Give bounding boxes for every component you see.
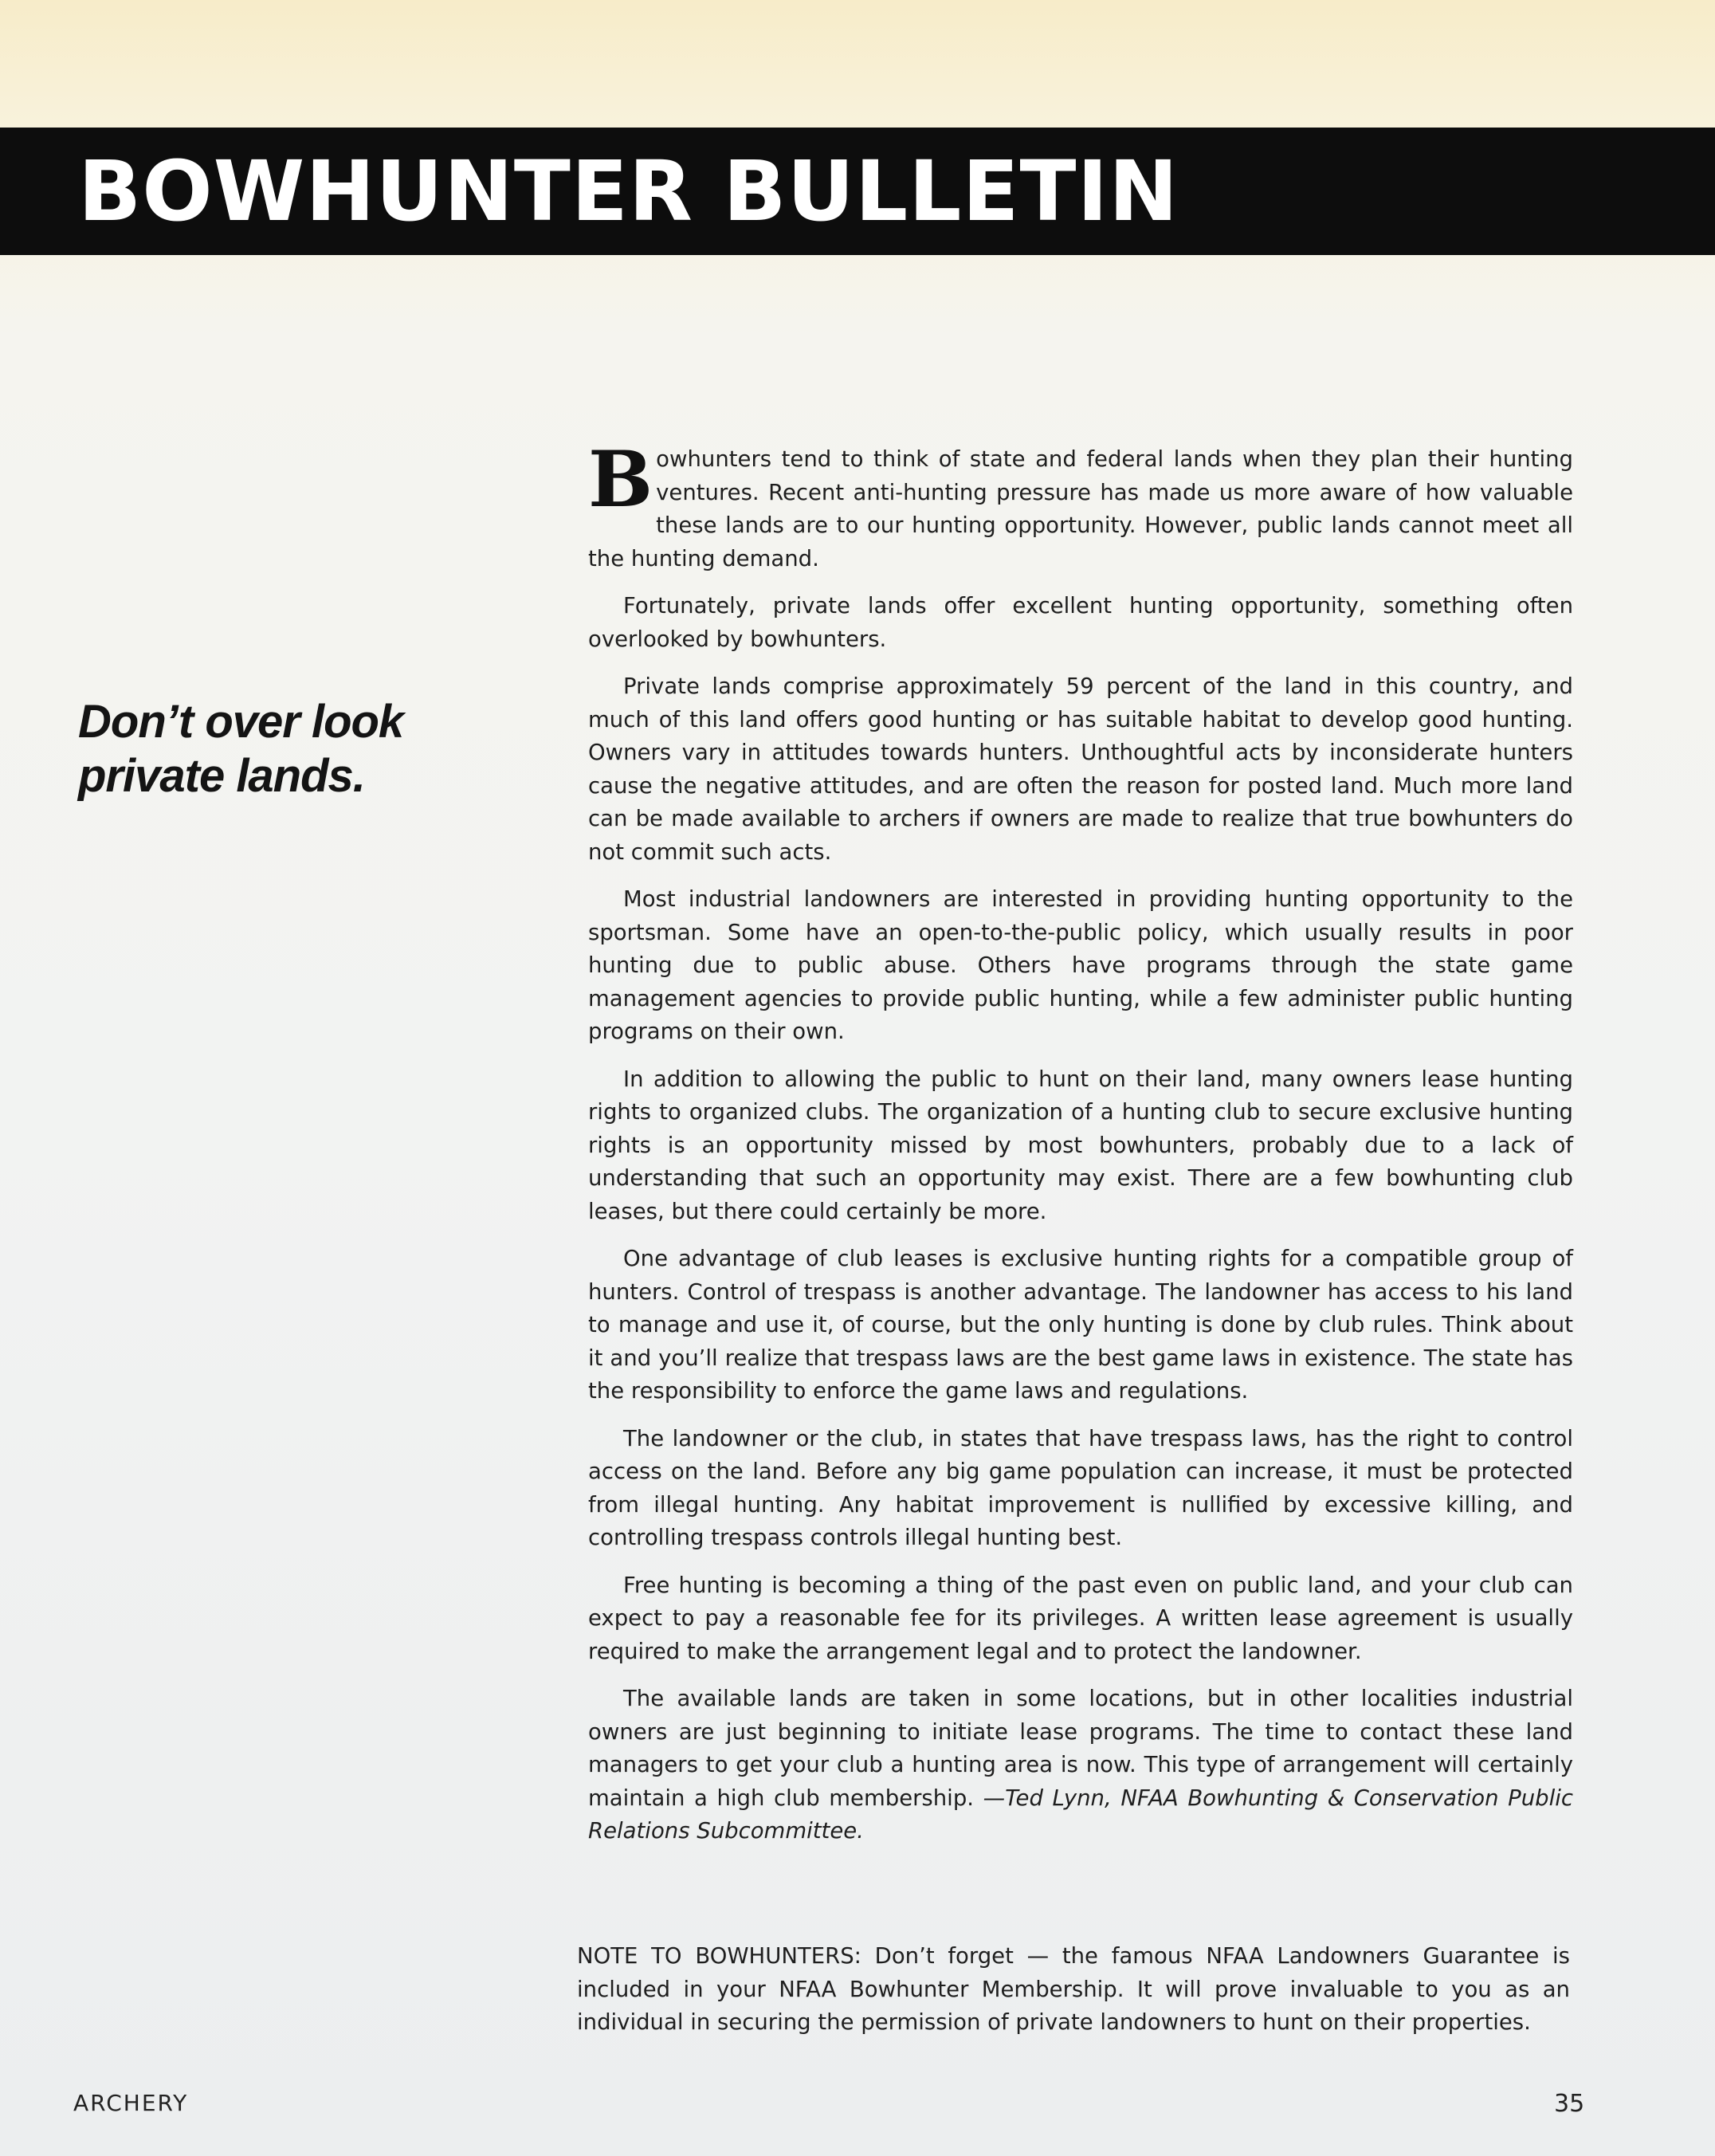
pull-quote-line-2: private lands. — [78, 750, 365, 802]
article-paragraph-2: Fortunately, private lands offer excellent hunting opportunity, something often overlooked by bowhunters. — [588, 593, 1573, 652]
pull-quote — [78, 695, 493, 803]
article-paragraph-9 — [588, 1683, 1573, 1848]
article-body — [588, 434, 1574, 1863]
article-paragraph-1 — [588, 434, 1573, 575]
pull-quote-line-1: Don’t over look — [78, 696, 404, 748]
byline: —Ted Lynn, NFAA Bowhunting & Conservation Public Relations Subcommittee. — [588, 1785, 1574, 1844]
article-paragraph-4: Most industrial landowners are interested in providing hunting opportunity to the sportsman. Some have an open-to-the-public policy, which usually results in poor hunting due to public abuse. Others have programs through the state game management agencies to provide public hunting, while a few administer public hunting programs on their own. — [588, 886, 1573, 1044]
article-paragraph-1-text: owhunters tend to think of state and federal lands when they plan their hunting ventures. Recent anti-hunting pressure has made us more aware of how valuable these lands are to our hunting opportunity. However, public lands cannot meet all the hunting demand. — [588, 446, 1573, 571]
page-title: BOWHUNTER BULLETIN — [78, 143, 1179, 240]
drop-cap: B — [588, 434, 653, 524]
article-paragraph-8: Free hunting is becoming a thing of the past even on public land, and your club can expect to pay a reasonable fee for its privileges. A written lease agreement is usually required to make the arrangement legal and to protect the landowner. — [588, 1572, 1573, 1664]
footer-publication: ARCHERY — [73, 2090, 189, 2116]
article-paragraph-9-text: The available lands are taken in some locations, but in other localities industrial owners are just beginning to initiate lease programs. The time to contact these land managers to get your club a hunting area is now. This type of arrangement will certainly maintain a high club membership. — [588, 1686, 1573, 1811]
note-to-bowhunters: NOTE TO BOWHUNTERS: Don’t forget — the famous NFAA Landowners Guarantee is included in your NFAA Bowhunter Membership. It will prove invaluable to you as an individual in securing the permission of private landowners to hunt on their properties. — [577, 1943, 1570, 2035]
article-paragraph-3: Private lands comprise approximately 59 percent of the land in this country, and much of this land offers good hunting or has suitable habitat to develop good hunting. Owners vary in attitudes towards hunters. Unthoughtful acts by inconsiderate hunters cause the negative attitudes, and are often the reason for posted land. Much more land can be made available to archers if owners are made to realize that true bowhunters do not commit such acts. — [588, 674, 1573, 865]
header-banner — [0, 128, 1715, 255]
article-paragraph-6: One advantage of club leases is exclusive hunting rights for a compatible group of hunters. Control of trespass is another advantage. The landowner has access to his land to manage and use it, of course, but the only hunting is done by club rules. Think about it and you’ll realize that trespass laws are the best game laws in existence. The state has the responsibility to enforce the game laws and regulations. — [588, 1246, 1573, 1404]
article-paragraph-7: The landowner or the club, in states that have trespass laws, has the right to control access on the land. Before any big game population can increase, it must be protected from illegal hunting. Any habitat improvement is nullified by excessive killing, and controlling trespass controls illegal hunting best. — [588, 1425, 1573, 1550]
article-paragraph-5: In addition to allowing the public to hunt on their land, many owners lease hunting rights to organized clubs. The organization of a hunting club to secure exclusive hunting rights is an opportunity missed by most bowhunters, probably due to a lack of understanding that such an opportunity may exist. There are a few bowhunting club leases, but there could certainly be more. — [588, 1066, 1573, 1224]
page-number: 35 — [1554, 2090, 1585, 2118]
